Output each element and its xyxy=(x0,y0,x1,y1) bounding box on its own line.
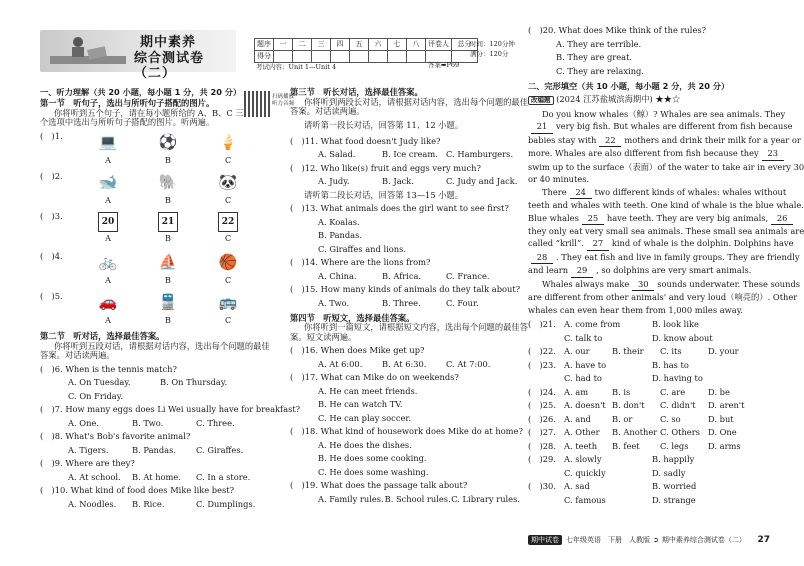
q12-option-a[interactable]: A. Judy. xyxy=(318,176,350,187)
cloze-23-option-c[interactable]: C. had to xyxy=(564,373,602,384)
picture-b-image: 🚆 xyxy=(158,293,178,312)
question-11: ( )11. What food doesn't Judy like? xyxy=(290,135,441,146)
q17-option-b[interactable]: B. He can watch TV. xyxy=(318,399,403,410)
q14-option-b[interactable]: B. Africa. xyxy=(382,270,422,281)
column-3 xyxy=(528,22,804,505)
picture-a-label: A xyxy=(105,196,111,206)
q7-option-a[interactable]: A. One. xyxy=(68,417,99,428)
cloze-21-option-c[interactable]: C. talk to xyxy=(564,332,603,343)
picture-b-image: ⚽ xyxy=(158,133,178,152)
cloze-28-option-d[interactable]: D. arms xyxy=(708,440,741,451)
q19-option-c[interactable]: C. Library rules. xyxy=(451,493,520,504)
picture-c-label: C xyxy=(224,316,232,326)
cloze-blank[interactable]: 30 xyxy=(632,278,654,291)
question-number: ( )5. xyxy=(40,291,63,302)
cloze-blank[interactable]: 23 xyxy=(762,147,784,160)
score-table xyxy=(254,38,478,63)
picture-a-label: A xyxy=(105,156,111,166)
q11-option-a[interactable]: A. Salad. xyxy=(318,149,356,160)
cloze-question-26 xyxy=(528,415,770,425)
q10-option-b[interactable]: B. Rice. xyxy=(132,498,165,509)
cloze-number: ( )24. xyxy=(528,386,556,397)
cloze-24-option-c[interactable]: C. are xyxy=(660,386,686,397)
cloze-25-option-c[interactable]: C. didn't xyxy=(660,400,696,411)
score-header-cell: 题序 xyxy=(255,39,274,51)
picture-option-c[interactable] xyxy=(198,292,258,325)
question-17: ( )17. What can Mike do on weekends? xyxy=(290,372,459,383)
q12-option-c[interactable]: C. Judy and Jack. xyxy=(446,176,518,187)
cloze-number: ( )21. xyxy=(528,319,556,330)
score-header-cell: 一 xyxy=(274,39,293,51)
score-cell[interactable] xyxy=(331,51,350,63)
picture-b-image: ⛵ xyxy=(158,253,178,272)
cloze-28-option-b[interactable]: B. feet xyxy=(612,440,640,451)
section3-title: 第三节 听长对话，选择最佳答案。 xyxy=(290,87,423,97)
page-number: 27 xyxy=(757,535,770,545)
picture-c-image: 🏀 xyxy=(218,253,238,272)
picture-c-image: 🍦 xyxy=(218,133,238,152)
cloze-blank[interactable]: 28 xyxy=(531,251,553,264)
q18-option-c[interactable]: C. He does some washing. xyxy=(318,466,429,477)
picture-a-image: 🐋 xyxy=(98,173,118,192)
passage-text: two different kinds of whales: whales without xyxy=(594,186,787,197)
cloze-26-option-b[interactable]: B. or xyxy=(612,413,633,424)
cloze-blank[interactable]: 24 xyxy=(570,186,592,199)
part1-title: 一、听力理解（共 20 小题，每小题 1 分，共 20 分） xyxy=(40,87,242,97)
score-cell: 得分 xyxy=(255,51,274,63)
spacer xyxy=(528,374,564,384)
picture-a-image: 20 xyxy=(98,212,118,232)
section3-instruction-1: 你将听到两段长对话，请根据对话内容，选出每个问题的最佳 xyxy=(304,96,529,107)
passage-line: swim up to the surface（表面）of the water to take air in every 30 xyxy=(528,161,804,172)
question-number: ( )3. xyxy=(40,211,63,222)
q19-option-b[interactable]: B. School rules. xyxy=(384,493,451,504)
passage-text: and learn xyxy=(528,265,569,276)
cloze-question-24 xyxy=(528,388,770,398)
q13-option-b[interactable]: B. Pandas. xyxy=(318,230,363,241)
cloze-number: ( )27. xyxy=(528,427,556,438)
cloze-30-option-a[interactable]: A. sad xyxy=(564,481,590,492)
cloze-number: ( )28. xyxy=(528,440,556,451)
cloze-21-option-b[interactable]: B. look like xyxy=(652,319,699,330)
question-15: ( )15. How many kinds of animals do they talk about? xyxy=(290,284,521,295)
picture-a-image: 🚗 xyxy=(98,293,118,312)
question-7-options xyxy=(40,419,282,429)
footer-tag: 期中试卷 xyxy=(528,535,562,545)
footer-text: 七年级英语 下册 人教版 xyxy=(566,536,650,545)
q8-option-b[interactable]: B. Pandas. xyxy=(132,444,177,455)
question-number: ( )2. xyxy=(40,171,63,182)
passage-text: called “krill”. xyxy=(528,238,584,249)
question-16-options xyxy=(290,360,520,370)
cloze-blank[interactable]: 22 xyxy=(599,134,621,147)
cloze-29-option-a[interactable]: A. slowly xyxy=(564,454,602,465)
cloze-22-option-c[interactable]: C. its xyxy=(660,346,682,357)
score-cell[interactable] xyxy=(407,51,426,63)
cloze-29-option-b[interactable]: B. happily xyxy=(652,454,695,465)
cloze-choices xyxy=(528,320,770,505)
cloze-blank[interactable]: 25 xyxy=(582,212,604,225)
cloze-25-option-d[interactable]: D. aren't xyxy=(708,400,745,411)
source-text: (2024 江苏盐城滨海期中) ★★☆ xyxy=(556,93,681,104)
question-8: ( )8. What's Bob's favorite animal? xyxy=(40,431,191,442)
cloze-number: ( )25. xyxy=(528,400,556,411)
cloze-22-option-b[interactable]: B. their xyxy=(612,346,644,357)
cloze-24-option-b[interactable]: B. is xyxy=(612,386,631,397)
q15-option-b[interactable]: B. Three. xyxy=(382,297,421,308)
time-info xyxy=(470,40,515,60)
question-14-options xyxy=(290,272,520,282)
question-number: ( )1. xyxy=(40,131,63,142)
passage-line xyxy=(528,120,793,133)
passage-line xyxy=(528,237,794,250)
q6-option-a[interactable]: A. On Tuesday. xyxy=(68,377,131,388)
cloze-question-28 xyxy=(528,442,770,452)
cloze-passage xyxy=(528,108,804,316)
cloze-30-option-d[interactable]: D. strange xyxy=(652,494,696,505)
cloze-question-23 xyxy=(528,361,770,371)
question-12-options xyxy=(290,177,520,187)
footer-title: 期中素养综合测试卷（二） xyxy=(661,536,746,545)
cloze-27-option-c[interactable]: C. Others xyxy=(660,427,700,438)
picture-a-label: A xyxy=(105,276,111,286)
q16-option-a[interactable]: A. At 6:00. xyxy=(318,358,363,369)
title-banner xyxy=(40,30,236,81)
passage-text: sounds underwater. These sounds xyxy=(657,278,801,289)
q7-option-c[interactable]: C. Three. xyxy=(196,417,235,428)
q14-option-c[interactable]: C. France. xyxy=(446,270,490,281)
q18-option-b[interactable]: B. He does some cooking. xyxy=(318,453,427,464)
q10-option-a[interactable]: A. Noodles. xyxy=(68,498,117,509)
picture-b-image: 🐘 xyxy=(158,173,178,192)
score-header-cell: 四 xyxy=(331,39,350,51)
cloze-30-option-b[interactable]: B. worried xyxy=(652,481,697,492)
cloze-question-21-line2 xyxy=(528,334,770,344)
passage-line: Do you know whales（鲸）? Whales are sea animals. They xyxy=(542,109,786,120)
passage-line xyxy=(528,212,788,225)
q17-option-c[interactable]: C. He can play soccer. xyxy=(318,412,412,423)
score-header-cell: 评卷人 xyxy=(426,39,452,51)
title-line2: 综合测试卷（二） xyxy=(134,51,205,81)
passage-line: teeth and whales with teeth. One kind of whale is the blue whale. xyxy=(528,200,804,211)
section1-instruction-1: 你将听到五个句子，请在每小题所给的 A、B、C 三 xyxy=(54,107,244,118)
section4-instruction-2: 案。短文读两遍。 xyxy=(290,331,357,342)
picture-question-row xyxy=(40,132,282,172)
picture-option-a[interactable] xyxy=(78,212,138,243)
cloze-28-option-a[interactable]: A. teeth xyxy=(564,440,598,451)
section4-instruction-1: 你将听到一篇短文，请根据短文内容，选出每个问题的最佳答 xyxy=(304,322,529,333)
cloze-number: ( )23. xyxy=(528,359,556,370)
picture-question-row xyxy=(40,212,282,252)
cloze-26-option-c[interactable]: C. so xyxy=(660,413,681,424)
cloze-question-23-line2 xyxy=(528,374,770,384)
picture-b-label: B xyxy=(165,276,171,286)
passage-text: very big fish. But whales are different from fish because xyxy=(556,121,793,132)
picture-questions xyxy=(40,132,282,332)
question-20: ( )20. What does Mike think of the rules? xyxy=(528,25,707,35)
cloze-question-22 xyxy=(528,347,770,357)
q13-option-c[interactable]: C. Giraffes and lions. xyxy=(318,243,407,254)
picture-a-image: 🚲 xyxy=(98,253,118,272)
picture-b-image: 21 xyxy=(158,212,178,232)
full-score: 满分：120分 xyxy=(470,49,509,58)
cloze-27-option-b[interactable]: B. Another xyxy=(612,427,658,438)
cloze-26-option-d[interactable]: D. but xyxy=(708,413,734,424)
question-10-options xyxy=(40,500,282,510)
picture-c-image: 🐼 xyxy=(218,173,238,192)
cloze-question-29-line2 xyxy=(528,469,770,479)
q16-option-b[interactable]: B. At 6:30. xyxy=(382,358,427,369)
picture-c-label: C xyxy=(224,156,232,166)
cloze-number: ( )30. xyxy=(528,481,556,492)
question-7: ( )7. How many eggs does Li Wei usually have for breakfast? xyxy=(40,404,301,415)
section3-instruction-2: 答案。对话读两遍。 xyxy=(290,106,365,117)
cloze-blank[interactable]: 27 xyxy=(587,237,609,250)
picture-c-label: C xyxy=(224,234,232,244)
passage-line xyxy=(528,147,779,160)
cloze-23-option-b[interactable]: B. has to xyxy=(652,359,689,370)
question-19-options xyxy=(290,495,520,505)
q14-option-a[interactable]: A. China. xyxy=(318,270,357,281)
spacer xyxy=(528,496,564,506)
passage-line xyxy=(528,134,801,147)
q11-option-b[interactable]: B. Ice cream. xyxy=(382,149,438,160)
picture-question-row xyxy=(40,172,282,212)
picture-option-a[interactable] xyxy=(78,132,138,165)
question-number: ( )4. xyxy=(40,251,63,262)
picture-option-b[interactable] xyxy=(138,132,198,165)
passage-line: whales can even hear them from 1,000 miles away. xyxy=(528,304,743,315)
q9-option-a[interactable]: A. At school. xyxy=(68,471,121,482)
cloze-24-option-d[interactable]: D. be xyxy=(708,386,730,397)
question-9-options xyxy=(40,473,282,483)
picture-b-label: B xyxy=(165,196,171,206)
cloze-number: ( )22. xyxy=(528,346,556,357)
picture-a-label: A xyxy=(105,234,111,244)
picture-c-label: C xyxy=(224,276,232,286)
section2-instruction-1: 你将听到五段对话，请根据对话内容，选出每个问题的最佳 xyxy=(54,340,270,351)
qr-caption: 扫码播放听力音频 xyxy=(272,94,295,107)
passage-line: are different from other animals' and very loud（响亮的）. Other xyxy=(528,292,798,303)
title-line1: 期中素养 xyxy=(140,35,197,50)
page-footer xyxy=(528,535,770,545)
dialogue2-note: 请听第二段长对话，回答第 13—15 小题。 xyxy=(304,189,464,200)
cloze-25-option-b[interactable]: B. don't xyxy=(612,400,645,411)
picture-option-c[interactable] xyxy=(198,252,258,285)
adapted-tag: 改编题 xyxy=(528,96,554,105)
cloze-number: ( )29. xyxy=(528,454,556,465)
q17-option-a[interactable]: A. He can meet friends. xyxy=(318,385,418,396)
score-header-cell: 五 xyxy=(350,39,369,51)
passage-text: , so dolphins are very smart animals. xyxy=(596,265,752,276)
picture-question-row xyxy=(40,252,282,292)
passage-text: mothers and drink their milk for a year or xyxy=(624,134,801,145)
q10-option-c[interactable]: C. Dumplings. xyxy=(196,498,256,509)
question-6-options xyxy=(40,378,282,388)
question-12: ( )12. Who like(s) fruit and eggs very much? xyxy=(290,162,481,173)
picture-option-a[interactable] xyxy=(78,252,138,285)
question-14: ( )14. Where are the lions from? xyxy=(290,257,431,268)
cloze-number: ( )26. xyxy=(528,413,556,424)
cloze-question-27 xyxy=(528,428,770,438)
q12-option-b[interactable]: B. Jack. xyxy=(382,176,414,187)
picture-option-a[interactable] xyxy=(78,172,138,205)
picture-a-image: 💻 xyxy=(98,133,118,152)
passage-text: more. Whales are also different from fish because they xyxy=(528,148,759,159)
cloze-22-option-a[interactable]: A. our xyxy=(564,346,590,357)
cloze-21-option-a[interactable]: A. come from xyxy=(564,319,621,330)
score-cell[interactable] xyxy=(369,51,388,63)
question-11-options xyxy=(290,150,520,160)
cloze-30-option-c[interactable]: C. famous xyxy=(564,494,606,505)
passage-line xyxy=(528,186,787,199)
cloze-26-option-a[interactable]: A. and xyxy=(564,413,591,424)
q9-option-b[interactable]: B. At home. xyxy=(132,471,181,482)
section4-title: 第四节 听短文，选择最佳答案。 xyxy=(290,312,415,323)
cloze-question-30 xyxy=(528,482,770,492)
q16-option-c[interactable]: C. At 7:00. xyxy=(446,358,491,369)
picture-option-b[interactable] xyxy=(138,172,198,205)
cloze-question-25 xyxy=(528,401,770,411)
section1-title: 第一节 听句子，选出与所听句子搭配的图片。 xyxy=(40,98,215,109)
q9-option-c[interactable]: C. In a store. xyxy=(196,471,251,482)
q20-option-b[interactable]: B. They are great. xyxy=(556,52,633,63)
q8-option-c[interactable]: C. Giraffes. xyxy=(196,444,244,455)
picture-b-label: B xyxy=(165,316,171,326)
picture-c-image: 🚌 xyxy=(218,293,238,312)
picture-b-label: B xyxy=(165,234,171,244)
question-6: ( )6. When is the tennis match? xyxy=(40,363,177,374)
q15-option-c[interactable]: C. Four. xyxy=(446,297,479,308)
cloze-22-option-d[interactable]: D. your xyxy=(708,346,739,357)
picture-option-c[interactable] xyxy=(198,172,258,205)
score-cell[interactable] xyxy=(293,51,312,63)
cloze-24-option-a[interactable]: A. am xyxy=(564,386,589,397)
cloze-blank[interactable]: 26 xyxy=(771,212,793,225)
picture-c-label: C xyxy=(224,196,232,206)
score-cell[interactable] xyxy=(312,51,331,63)
passage-text: have teeth. They are very big animals, xyxy=(606,212,769,223)
picture-option-b[interactable] xyxy=(138,212,198,243)
passage-line xyxy=(528,278,801,291)
score-header-cell: 七 xyxy=(388,39,407,51)
picture-option-c[interactable] xyxy=(198,212,258,243)
question-19: ( )19. What does the passage talk about? xyxy=(290,480,468,491)
score-cell[interactable] xyxy=(350,51,369,63)
q8-option-a[interactable]: A. Tigers. xyxy=(68,444,109,455)
passage-text: There xyxy=(542,186,567,197)
section2-title: 第二节 听对话，选择最佳答案。 xyxy=(40,331,165,342)
q11-option-c[interactable]: C. Hamburgers. xyxy=(446,149,514,160)
question-10: ( )10. What kind of food does Mike like best? xyxy=(40,485,235,496)
q20-option-c[interactable]: C. They are relaxing. xyxy=(556,65,645,76)
section2-questions xyxy=(40,363,301,510)
picture-question-row xyxy=(40,292,282,332)
cloze-29-option-d[interactable]: D. sadly xyxy=(652,467,686,478)
picture-a-label: A xyxy=(105,316,111,326)
cloze-23-option-d[interactable]: D. having to xyxy=(652,373,703,384)
picture-c-image: 22 xyxy=(218,212,238,232)
score-cell[interactable] xyxy=(274,51,293,63)
dialogue1-note: 请听第一段长对话，回答第 11、12 小题。 xyxy=(304,119,464,130)
score-header-cell: 六 xyxy=(369,39,388,51)
passage-line xyxy=(528,264,770,277)
cloze-27-option-a[interactable]: A. Other xyxy=(564,427,600,438)
reading-figure-illustration xyxy=(48,34,128,68)
q15-option-a[interactable]: A. Two. xyxy=(318,297,350,308)
arrow-icon: ➲ xyxy=(653,536,659,545)
part2-title: 二、完形填空（共 10 小题，每小题 2 分，共 20 分） xyxy=(528,81,730,92)
answer-reference: 答案➡P69 xyxy=(428,61,460,69)
spacer xyxy=(528,334,564,344)
passage-source xyxy=(528,95,770,105)
picture-option-b[interactable] xyxy=(138,252,198,285)
cloze-21-option-d[interactable]: D. know about xyxy=(652,332,713,343)
question-18: ( )18. What kind of housework does Mike do at home? xyxy=(290,426,523,437)
cloze-question-21 xyxy=(528,320,770,330)
q18-option-a[interactable]: A. He does the dishes. xyxy=(318,439,412,450)
q6-option-b[interactable]: B. On Thursday. xyxy=(160,377,228,388)
time-limit: 时间：120分钟 xyxy=(470,40,515,48)
section2-instruction-2: 答案。对话读两遍。 xyxy=(40,350,115,361)
cloze-23-option-a[interactable]: A. have to xyxy=(564,359,607,370)
q7-option-b[interactable]: B. Two. xyxy=(132,417,164,428)
cloze-question-29 xyxy=(528,455,770,465)
cloze-27-option-d[interactable]: D. One xyxy=(708,427,737,438)
picture-option-c[interactable] xyxy=(198,132,258,165)
question-8-options xyxy=(40,446,282,456)
score-header-cell: 二 xyxy=(293,39,312,51)
cloze-question-30-line2 xyxy=(528,496,770,506)
passage-text: Whales always make xyxy=(542,278,630,289)
cloze-blank[interactable]: 29 xyxy=(571,264,593,277)
picture-option-a[interactable] xyxy=(78,292,138,325)
passage-text: Blue whales xyxy=(528,212,579,223)
cloze-blank[interactable]: 21 xyxy=(531,120,553,133)
section1-instruction-2: 个选项中选出与所听句子搭配的图片。听两遍。 xyxy=(40,117,215,128)
passage-line xyxy=(528,251,800,264)
q20-option-a[interactable]: A. They are terrible. xyxy=(556,38,642,49)
q19-option-a[interactable]: A. Family rules. xyxy=(318,493,384,504)
passage-line: they only eat very small sea animals. These small sea animals are xyxy=(528,225,804,236)
score-header-cell: 三 xyxy=(312,39,331,51)
cloze-29-option-c[interactable]: C. quickly xyxy=(564,467,606,478)
column-2 xyxy=(290,87,529,504)
exam-scope: 考试内容：Unit 1—Unit 4 xyxy=(256,63,337,71)
passage-line: or 40 minutes. xyxy=(528,174,590,185)
score-header-cell: 八 xyxy=(407,39,426,51)
picture-option-b[interactable] xyxy=(138,292,198,325)
question-13: ( )13. What animals does the girl want to see first? xyxy=(290,203,509,214)
q6-option-c[interactable]: C. On Friday. xyxy=(68,390,123,401)
passage-text: . They eat fish and live in family groups. They are friendly xyxy=(556,251,800,262)
cloze-25-option-a[interactable]: A. doesn't xyxy=(564,400,606,411)
passage-text: babies stay with xyxy=(528,134,597,145)
question-15-options xyxy=(290,299,520,309)
question-16: ( )16. When does Mike get up? xyxy=(290,345,425,356)
picture-b-label: B xyxy=(165,156,171,166)
score-cell[interactable] xyxy=(388,51,407,63)
q13-option-a[interactable]: A. Koalas. xyxy=(318,216,360,227)
spacer xyxy=(528,469,564,479)
question-9: ( )9. Where are they? xyxy=(40,458,135,469)
passage-text: kind of whale is the dolphin. Dolphins have xyxy=(611,238,794,249)
score-table-row1 xyxy=(255,39,478,51)
score-header-cell: 总分 xyxy=(452,39,478,51)
cloze-28-option-c[interactable]: C. legs xyxy=(660,440,689,451)
